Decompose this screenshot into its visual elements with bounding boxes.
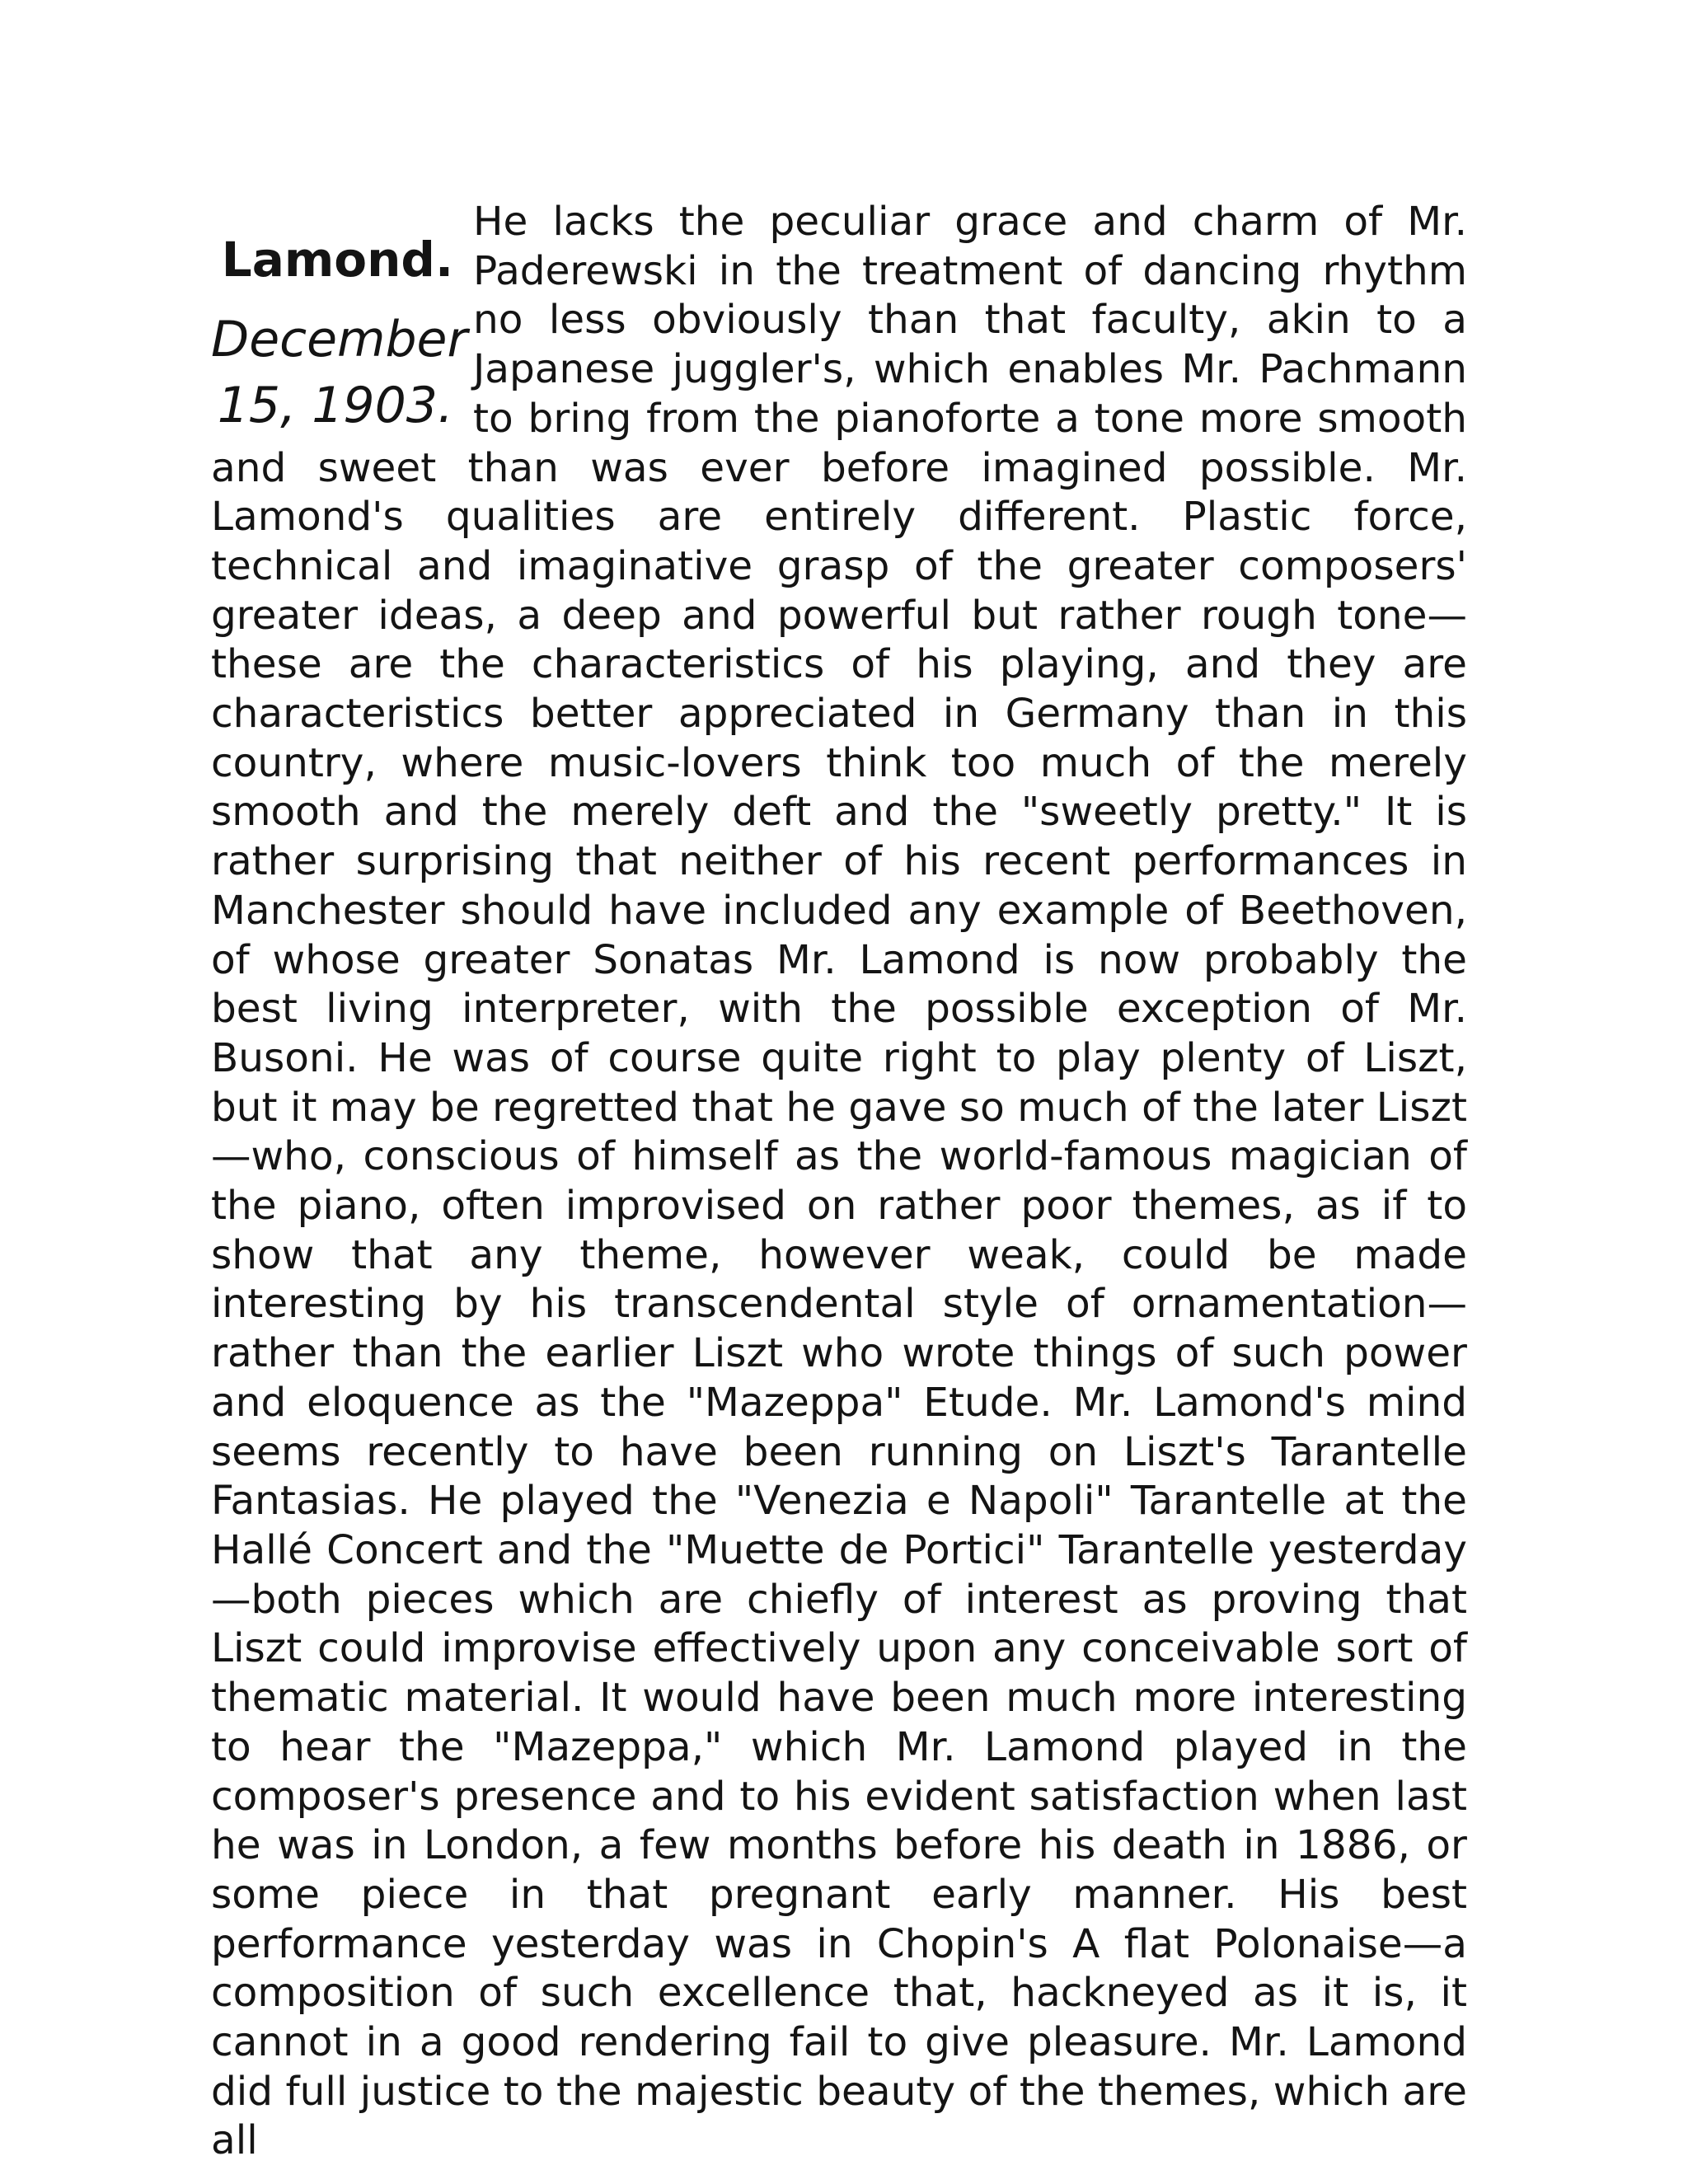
article-paragraph: He lacks the peculiar grace and charm of Mr. Paderewski in the treatment of dancing rhythm no less obviously than that faculty, akin to a Japanese juggler's, which enables Mr. Pachmann to bring from the pianoforte a tone more smooth and sweet than was ever before imagined possible. Mr. Lamond's qualities are entirely different. Plastic force, technical and imaginative grasp of the greater composers' greater ideas, a deep and powerful but rather rough tone—these are the characteristics of his playing, and they are characteristics better appreciated in Germany than in this country, where music-lovers think too much of the merely smooth and the merely deft and the "sweetly pretty." It is rather surprising that neither of his recent performances in Manchester should have included any example of Beethoven, of whose greater Sonatas Mr. Lamond is now probably the best living interpreter, with the possible exception of Mr. Busoni. He was of course quite right to play plenty of Liszt, but it may be regretted that he gave so much of the later Liszt—who, conscious of himself as the world-famous magician of the piano, often improvised on rather poor themes, as if to show that any theme, however weak, could be made interesting by his transcendental style of ornamentation—rather than the earlier Liszt who wrote things of such power and eloquence as the "Mazeppa" Etude. Mr. Lamond's mind seems recently to have been running on Liszt's Tarantelle Fantasias. He played the "Venezia e Napoli" Tarantelle at the Hallé Concert and the "Muette de Portici" Tarantelle yesterday—both pieces which are chiefly of interest as proving that Liszt could improvise effectively upon any conceivable sort of thematic material. It would have been much more interesting to hear the "Mazeppa," which Mr. Lamond played in the composer's presence and to his evident satisfaction when last he was in London, a few months before his death in 1886, or some piece in that pregnant early manner. His best performance yesterday was in Chopin's A flat Polonaise—a composition of such excellence that, hackneyed as it is, it cannot in a good rendering fail to give pleasure. Mr. Lamond did full justice to the majestic beauty of the themes, which are all — [211, 199, 1467, 2164]
side-note-title: Lamond. — [221, 232, 453, 288]
side-note — [211, 232, 468, 438]
side-note-date: December 15, 1903. — [211, 311, 468, 434]
page — [211, 198, 1467, 2166]
